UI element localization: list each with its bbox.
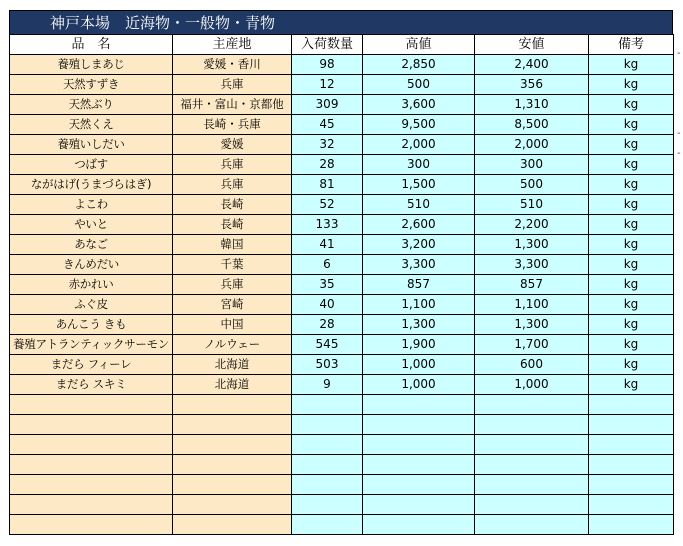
- cell-origin[interactable]: 長崎・兵庫: [173, 115, 292, 135]
- cell-unit[interactable]: kg: [589, 275, 674, 295]
- header-origin: 主産地: [173, 35, 292, 55]
- cell-name[interactable]: [10, 435, 173, 455]
- table-row: [10, 135, 674, 155]
- cell-unit[interactable]: [589, 495, 674, 515]
- cell-name[interactable]: ふぐ皮: [10, 295, 173, 315]
- cell-qty[interactable]: 545: [292, 335, 363, 355]
- cell-qty[interactable]: 81: [292, 175, 363, 195]
- cell-high[interactable]: [363, 395, 475, 415]
- cell-qty[interactable]: [292, 455, 363, 475]
- cell-qty[interactable]: [292, 475, 363, 495]
- cell-qty[interactable]: 309: [292, 95, 363, 115]
- cell-origin[interactable]: [173, 395, 292, 415]
- cell-low[interactable]: [475, 435, 589, 455]
- cell-origin[interactable]: [173, 435, 292, 455]
- cell-unit[interactable]: [589, 515, 674, 535]
- cell-qty[interactable]: 98: [292, 55, 363, 75]
- header-note: 備考: [589, 35, 674, 55]
- cell-unit[interactable]: kg: [589, 235, 674, 255]
- cell-low[interactable]: 600: [475, 355, 589, 375]
- cell-low[interactable]: 1,300: [475, 235, 589, 255]
- cell-low[interactable]: 356: [475, 75, 589, 95]
- cell-high[interactable]: 3,300: [363, 255, 475, 275]
- cell-name[interactable]: ながはげ(うまづらはぎ): [10, 175, 173, 195]
- cell-low[interactable]: 1,100: [475, 295, 589, 315]
- price-sheet: [9, 10, 673, 535]
- cell-origin[interactable]: 愛媛: [173, 135, 292, 155]
- table-row: [10, 295, 674, 315]
- cell-low[interactable]: 500: [475, 175, 589, 195]
- cell-qty[interactable]: 6: [292, 255, 363, 275]
- header-high: 高値: [363, 35, 475, 55]
- cell-qty[interactable]: 133: [292, 215, 363, 235]
- table-row: [10, 415, 674, 435]
- cell-unit[interactable]: kg: [589, 155, 674, 175]
- table-row: [10, 495, 674, 515]
- table-row: [10, 515, 674, 535]
- cell-name[interactable]: [10, 515, 173, 535]
- table-row: [10, 275, 674, 295]
- cell-unit[interactable]: kg: [589, 335, 674, 355]
- header-name: 品 名: [10, 35, 173, 55]
- cell-unit[interactable]: kg: [589, 315, 674, 335]
- cell-origin[interactable]: 北海道: [173, 355, 292, 375]
- cell-qty[interactable]: 35: [292, 275, 363, 295]
- cell-origin[interactable]: 兵庫: [173, 155, 292, 175]
- table-row: [10, 395, 674, 415]
- cell-high[interactable]: 1,300: [363, 315, 475, 335]
- cell-name[interactable]: 天然くえ: [10, 115, 173, 135]
- table-row: [10, 75, 674, 95]
- table-row: [10, 355, 674, 375]
- cell-low[interactable]: [475, 515, 589, 535]
- cell-name[interactable]: [10, 495, 173, 515]
- cell-name[interactable]: きんめだい: [10, 255, 173, 275]
- header-row: [10, 35, 674, 55]
- cell-low[interactable]: 8,500: [475, 115, 589, 135]
- cell-unit[interactable]: kg: [589, 195, 674, 215]
- cell-qty[interactable]: 28: [292, 315, 363, 335]
- cell-origin[interactable]: 中国: [173, 315, 292, 335]
- cell-name[interactable]: [10, 395, 173, 415]
- cell-origin[interactable]: ノルウェー: [173, 335, 292, 355]
- cell-origin[interactable]: 兵庫: [173, 275, 292, 295]
- cell-origin[interactable]: 愛媛・香川: [173, 55, 292, 75]
- table-row: [10, 455, 674, 475]
- cell-qty[interactable]: [292, 415, 363, 435]
- cell-origin[interactable]: 福井・富山・京都他: [173, 95, 292, 115]
- cell-unit[interactable]: kg: [589, 175, 674, 195]
- cell-qty[interactable]: 503: [292, 355, 363, 375]
- cell-qty[interactable]: [292, 515, 363, 535]
- cell-unit[interactable]: kg: [589, 95, 674, 115]
- cell-origin[interactable]: [173, 415, 292, 435]
- cell-high[interactable]: 1,500: [363, 175, 475, 195]
- cell-origin[interactable]: 北海道: [173, 375, 292, 395]
- cell-unit[interactable]: kg: [589, 355, 674, 375]
- cell-name[interactable]: あんこう きも: [10, 315, 173, 335]
- cell-unit[interactable]: [589, 415, 674, 435]
- cell-unit[interactable]: kg: [589, 135, 674, 155]
- cell-low[interactable]: [475, 415, 589, 435]
- cell-name[interactable]: あなご: [10, 235, 173, 255]
- cell-name[interactable]: 天然すずき: [10, 75, 173, 95]
- cell-high[interactable]: [363, 415, 475, 435]
- cell-high[interactable]: 3,600: [363, 95, 475, 115]
- table-row: [10, 255, 674, 275]
- cell-low[interactable]: [475, 455, 589, 475]
- cell-qty[interactable]: 32: [292, 135, 363, 155]
- cell-qty[interactable]: 12: [292, 75, 363, 95]
- cell-unit[interactable]: kg: [589, 75, 674, 95]
- cell-unit[interactable]: [589, 475, 674, 495]
- header-low: 安値: [475, 35, 589, 55]
- cell-qty[interactable]: 9: [292, 375, 363, 395]
- table-row: [10, 215, 674, 235]
- table-row: [10, 435, 674, 455]
- cell-low[interactable]: 2,400: [475, 55, 589, 75]
- cell-low[interactable]: 1,700: [475, 335, 589, 355]
- table-row: [10, 115, 674, 135]
- cell-name[interactable]: 養殖しまあじ: [10, 55, 173, 75]
- table-row: [10, 95, 674, 115]
- cell-qty[interactable]: 45: [292, 115, 363, 135]
- cell-qty[interactable]: [292, 435, 363, 455]
- table-row: [10, 335, 674, 355]
- cell-name[interactable]: [10, 475, 173, 495]
- cell-low[interactable]: 2,000: [475, 135, 589, 155]
- cell-high[interactable]: 1,900: [363, 335, 475, 355]
- cell-origin[interactable]: 千葉: [173, 255, 292, 275]
- cell-unit[interactable]: kg: [589, 375, 674, 395]
- table-row: [10, 235, 674, 255]
- cell-qty[interactable]: 40: [292, 295, 363, 315]
- table-row: [10, 315, 674, 335]
- cell-high[interactable]: [363, 515, 475, 535]
- cell-origin[interactable]: [173, 495, 292, 515]
- cell-low[interactable]: [475, 475, 589, 495]
- cell-origin[interactable]: 長崎: [173, 215, 292, 235]
- cell-high[interactable]: 1,100: [363, 295, 475, 315]
- cell-name[interactable]: まだら フィーレ: [10, 355, 173, 375]
- cell-low[interactable]: 300: [475, 155, 589, 175]
- cell-name[interactable]: [10, 455, 173, 475]
- table-row: [10, 155, 674, 175]
- cell-unit[interactable]: kg: [589, 115, 674, 135]
- cell-high[interactable]: 510: [363, 195, 475, 215]
- cell-low[interactable]: [475, 495, 589, 515]
- table-row: [10, 55, 674, 75]
- cell-low[interactable]: 1,310: [475, 95, 589, 115]
- side-mark: -: [677, 148, 681, 159]
- cell-low[interactable]: 2,200: [475, 215, 589, 235]
- cell-qty[interactable]: 41: [292, 235, 363, 255]
- cell-qty[interactable]: 28: [292, 155, 363, 175]
- table-row: [10, 475, 674, 495]
- cell-name[interactable]: 天然ぶり: [10, 95, 173, 115]
- cell-high[interactable]: 500: [363, 75, 475, 95]
- cell-name[interactable]: 養殖いしだい: [10, 135, 173, 155]
- cell-origin[interactable]: [173, 475, 292, 495]
- table-body: [10, 55, 674, 535]
- side-mark: -: [677, 128, 681, 139]
- cell-high[interactable]: 1,000: [363, 355, 475, 375]
- cell-origin[interactable]: [173, 515, 292, 535]
- cell-name[interactable]: やいと: [10, 215, 173, 235]
- cell-high[interactable]: 2,000: [363, 135, 475, 155]
- cell-unit[interactable]: [589, 435, 674, 455]
- cell-high[interactable]: 2,600: [363, 215, 475, 235]
- cell-high[interactable]: 300: [363, 155, 475, 175]
- cell-low[interactable]: 3,300: [475, 255, 589, 275]
- cell-qty[interactable]: [292, 495, 363, 515]
- cell-unit[interactable]: [589, 395, 674, 415]
- cell-low[interactable]: [475, 395, 589, 415]
- price-table: [9, 34, 674, 535]
- cell-high[interactable]: [363, 435, 475, 455]
- cell-unit[interactable]: kg: [589, 255, 674, 275]
- table-row: [10, 375, 674, 395]
- header-qty: 入荷数量: [292, 35, 363, 55]
- cell-name[interactable]: 養殖アトランティックサーモン: [10, 335, 173, 355]
- cell-low[interactable]: 857: [475, 275, 589, 295]
- cell-origin[interactable]: 韓国: [173, 235, 292, 255]
- cell-qty[interactable]: 52: [292, 195, 363, 215]
- cell-qty[interactable]: [292, 395, 363, 415]
- cell-high[interactable]: 9,500: [363, 115, 475, 135]
- cell-name[interactable]: [10, 415, 173, 435]
- table-row: [10, 175, 674, 195]
- sheet-title: 神戸本場 近海物・一般物・青物: [9, 10, 673, 34]
- cell-high[interactable]: [363, 455, 475, 475]
- cell-high[interactable]: 1,000: [363, 375, 475, 395]
- cell-name[interactable]: 赤かれい: [10, 275, 173, 295]
- cell-high[interactable]: 857: [363, 275, 475, 295]
- cell-high[interactable]: 2,850: [363, 55, 475, 75]
- cell-low[interactable]: 1,300: [475, 315, 589, 335]
- cell-origin[interactable]: 宮崎: [173, 295, 292, 315]
- cell-origin[interactable]: 長崎: [173, 195, 292, 215]
- cell-name[interactable]: つばす: [10, 155, 173, 175]
- cell-unit[interactable]: kg: [589, 215, 674, 235]
- cell-high[interactable]: 3,200: [363, 235, 475, 255]
- cell-low[interactable]: 510: [475, 195, 589, 215]
- cell-origin[interactable]: [173, 455, 292, 475]
- cell-high[interactable]: [363, 495, 475, 515]
- cell-origin[interactable]: 兵庫: [173, 175, 292, 195]
- cell-low[interactable]: 1,000: [475, 375, 589, 395]
- side-mark: -: [677, 48, 681, 59]
- cell-name[interactable]: よこわ: [10, 195, 173, 215]
- cell-name[interactable]: まだら スキミ: [10, 375, 173, 395]
- cell-unit[interactable]: kg: [589, 55, 674, 75]
- cell-unit[interactable]: kg: [589, 295, 674, 315]
- table-row: [10, 195, 674, 215]
- cell-unit[interactable]: [589, 455, 674, 475]
- cell-origin[interactable]: 兵庫: [173, 75, 292, 95]
- cell-high[interactable]: [363, 475, 475, 495]
